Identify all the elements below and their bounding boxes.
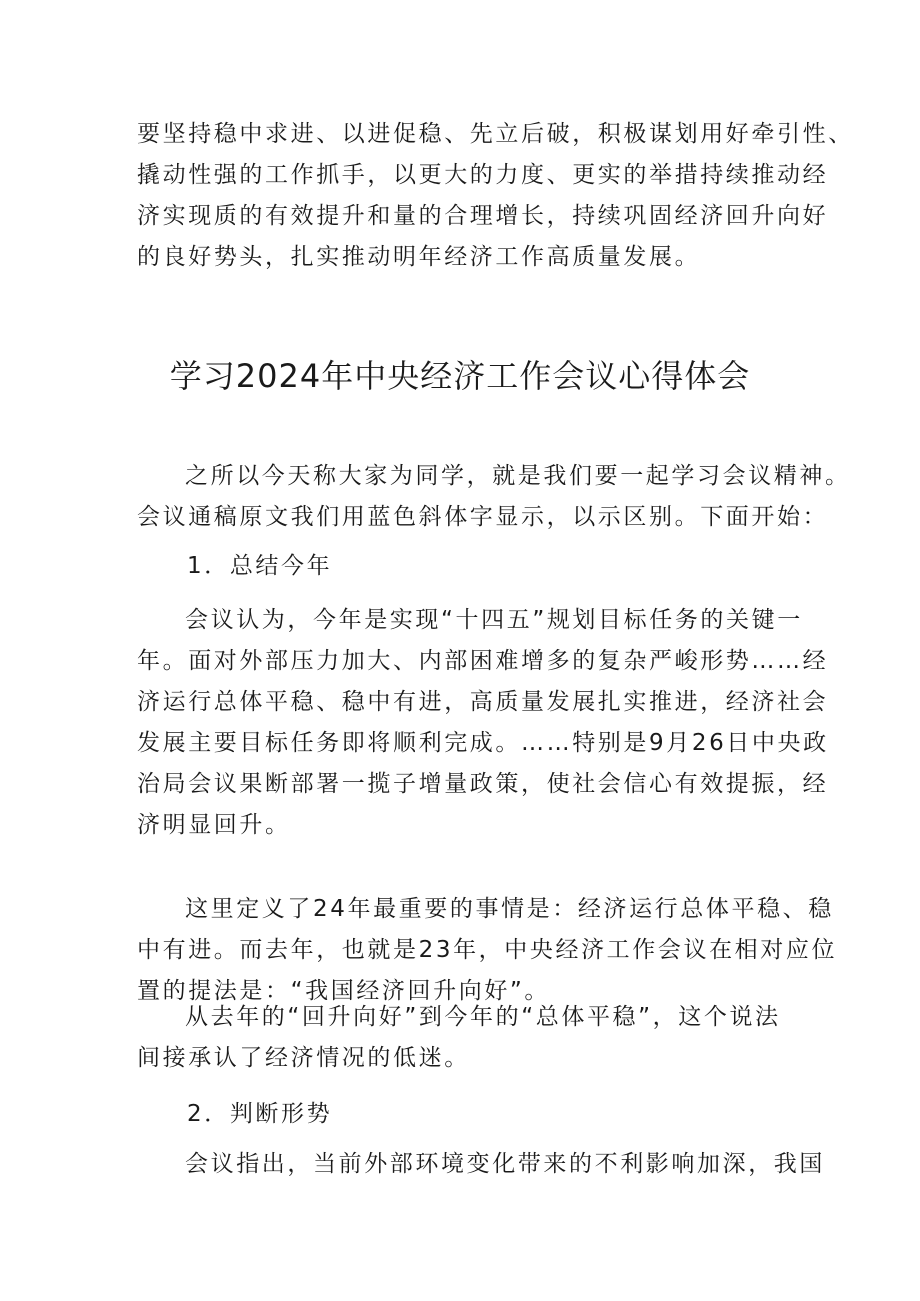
text-line: 会议指出，当前外部环境变化带来的不利影响加深，我国 (185, 1151, 825, 1177)
text-line: 济明显回升。 (137, 812, 291, 838)
text-line: 这里定义了24年最重要的事情是：经济运行总体平稳、稳 (185, 896, 834, 922)
text-line: 会议认为，今年是实现“十四五”规划目标任务的关键一 (185, 607, 803, 633)
text-line: 年。面对外部压力加大、内部困难增多的复杂严峻形势……经 (137, 648, 829, 674)
text-line: 的良好势头，扎实推动明年经济工作高质量发展。 (137, 244, 701, 270)
intro-paragraph (137, 114, 854, 278)
text-line: 会议通稿原文我们用蓝色斜体字显示，以示区别。下面开始： (137, 504, 829, 530)
document-title: 学习2024年中央经济工作会议心得体会 (169, 357, 751, 395)
section2-heading (137, 1094, 797, 1135)
text-line: 之所以今天称大家为同学，就是我们要一起学习会议精神。 (185, 463, 851, 489)
text-line: 从去年的“回升向好”到今年的“总体平稳”，这个说法 (185, 1004, 781, 1030)
section2-paragraph (137, 1144, 825, 1185)
text-line: 治局会议果断部署一揽子增量政策，使社会信心有效提振，经 (137, 771, 829, 797)
section1-heading (137, 546, 797, 587)
text-line: 济实现质的有效提升和量的合理增长，持续巩固经济回升向好 (137, 203, 829, 229)
text-line: 济运行总体平稳、稳中有进，高质量发展扎实推进，经济社会 (137, 689, 829, 715)
opening-paragraph (137, 456, 851, 538)
text-line: 发展主要目标任务即将顺利完成。……特别是9月26日中央政 (137, 730, 829, 756)
text-line: 中有进。而去年，也就是23年，中央经济工作会议在相对应位 (137, 937, 838, 963)
section1-comment2 (137, 997, 797, 1079)
text-line: 置的提法是：“我国经济回升向好”。 (137, 978, 551, 1004)
section1-quote (137, 600, 829, 846)
text-line: 要坚持稳中求进、以进促稳、先立后破，积极谋划用好牵引性、 (137, 121, 854, 147)
text-line: 间接承认了经济情况的低迷。 (137, 1045, 470, 1071)
text-line: 撬动性强的工作抓手，以更大的力度、更实的举措持续推动经 (137, 162, 829, 188)
section1-comment1 (137, 889, 838, 1012)
section-heading: 1．总结今年 (187, 553, 333, 579)
section-heading: 2．判断形势 (187, 1101, 333, 1127)
